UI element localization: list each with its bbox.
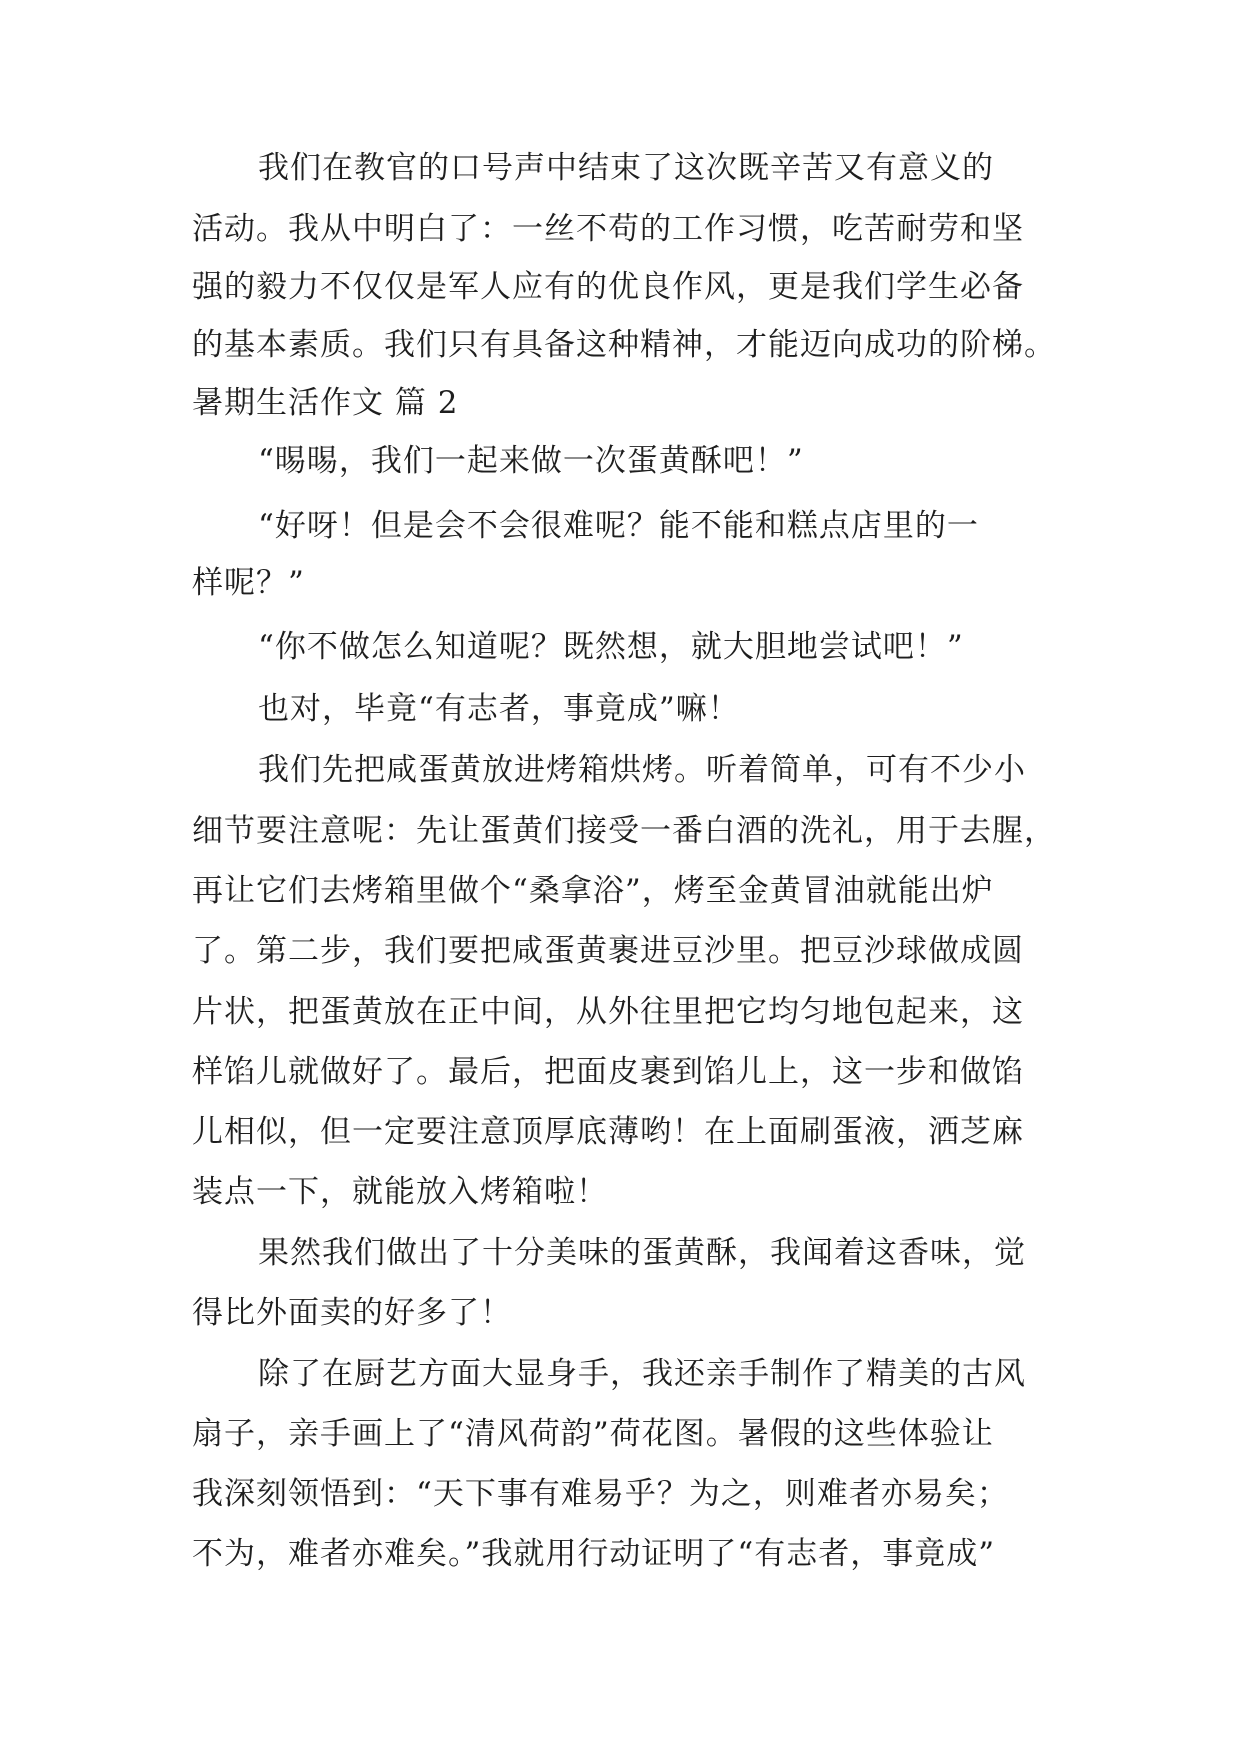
text-line: 再让它们去烤箱里做个“桑拿浴”，烤至金黄冒油就能出炉 [192, 873, 994, 909]
text-line: 我们先把咸蛋黄放进烤箱烘烤。听着简单，可有不少小 [258, 752, 1026, 788]
text-line: 样呢？” [192, 565, 305, 601]
text-line: 我深刻领悟到：“天下事有难易乎？为之，则难者亦易矣； [192, 1476, 1009, 1512]
text-line: 也对，毕竟“有志者，事竟成”嘛！ [258, 691, 740, 727]
text-line: “你不做怎么知道呢？既然想，就大胆地尝试吧！” [258, 629, 964, 665]
text-line: “好呀！但是会不会很难呢？能不能和糕点店里的一 [258, 508, 979, 544]
section-heading: 暑期生活作文 篇 2 [192, 385, 459, 421]
text-line: 了。第二步，我们要把咸蛋黄裹进豆沙里。把豆沙球做成圆 [192, 933, 1024, 969]
text-line: 细节要注意呢：先让蛋黄们接受一番白酒的洗礼，用于去腥， [192, 813, 1056, 849]
text-line: 片状，把蛋黄放在正中间，从外往里把它均匀地包起来，这 [192, 994, 1024, 1030]
text-line: 强的毅力不仅仅是军人应有的优良作风，更是我们学生必备 [192, 269, 1024, 305]
text-line: 果然我们做出了十分美味的蛋黄酥，我闻着这香味，觉 [258, 1235, 1026, 1271]
text-line: 装点一下，就能放入烤箱啦！ [192, 1174, 608, 1210]
text-line: 的基本素质。我们只有具备这种精神，才能迈向成功的阶梯。 [192, 327, 1056, 363]
text-line: 扇子，亲手画上了“清风荷韵”荷花图。暑假的这些体验让 [192, 1416, 994, 1452]
text-line: 样馅儿就做好了。最后，把面皮裹到馅儿上，这一步和做馅 [192, 1054, 1024, 1090]
text-line: 儿相似，但一定要注意顶厚底薄哟！在上面刷蛋液，洒芝麻 [192, 1114, 1024, 1150]
text-line: 除了在厨艺方面大显身手，我还亲手制作了精美的古风 [258, 1356, 1026, 1392]
text-line: “晹晹，我们一起来做一次蛋黄酥吧！” [258, 443, 804, 479]
text-line: 我们在教官的口号声中结束了这次既辛苦又有意义的 [258, 150, 994, 186]
text-line: 得比外面卖的好多了！ [192, 1295, 512, 1331]
text-line: 不为，难者亦难矣。”我就用行动证明了“有志者，事竟成” [192, 1536, 996, 1572]
text-line: 活动。我从中明白了：一丝不苟的工作习惯，吃苦耐劳和坚 [192, 211, 1024, 247]
